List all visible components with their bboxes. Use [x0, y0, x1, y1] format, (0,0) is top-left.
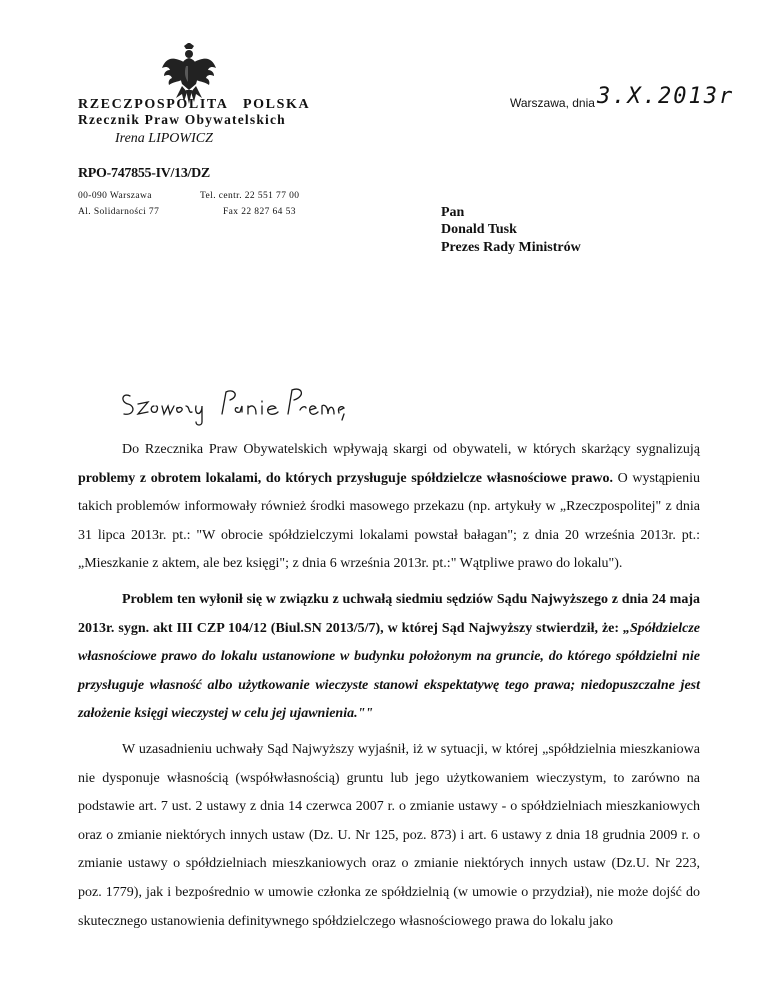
handwritten-date: 3.X.2013r	[597, 84, 735, 109]
ombudsman-name: Irena LIPOWICZ	[115, 131, 213, 146]
recipient-title: Prezes Rady Ministrów	[441, 240, 581, 255]
paragraph-1-emphasis: problemy z obrotem lokalami, do których przysługuje spółdzielcze własnościowe prawo.	[78, 470, 613, 486]
recipient-name: Donald Tusk	[441, 222, 517, 237]
reference-number: RPO-747855-IV/13/DZ	[78, 166, 210, 181]
handwritten-greeting	[118, 380, 348, 428]
paragraph-1-continuation: O wystąpieniu takich problemów informowały również środki masowego przekazu (np. artykuły w „Rzeczpospolitej" z dnia 31 lipca 2013r. pt.: "W obrocie spółdzielczymi lokalami powstał bałagan"; z dnia 20 września 2013r. pt.: „Mieszkanie z aktem, ale bez księgi"; z dnia 6 września 2013r. pt.:" Wątpliwe prawo do lokalu").	[78, 470, 701, 572]
paragraph-1	[78, 436, 700, 579]
address-line-1: 00-090 Warszawa	[78, 191, 152, 201]
paragraph-2-quote: „Spółdzielcze własnościowe prawo do lokalu ustanowione w budynku położonym na gruncie, do którego spółdzielni nie przysługuje własność albo użytkowanie wieczyste stanowi ekspektatywę tego prawa; niedopuszczalne jest założenie księgi wieczystej w celu jej ujawnienia.""	[78, 620, 700, 722]
place-date-label: Warszawa, dnia	[510, 96, 595, 110]
paragraph-3: W uzasadnieniu uchwały Sąd Najwyższy wyjaśnił, iż w sytuacji, w której „spółdzielnia mieszkaniowa nie dysponuje własnością (współwłasnością) gruntu lub jego użytkowaniem wieczystym, to zarówno na podstawie art. 7 ust. 2 ustawy z dnia 14 czerwca 2007 r. o zmianie ustawy - o spółdzielniach mieszkaniowych oraz o zmianie niektórych innych ustaw (Dz. U. Nr 125, poz. 873) i art. 6 ustawy z dnia 18 grudnia 2009 r. o zmianie ustawy o spółdzielniach mieszkaniowych oraz o zmianie niektórych innych ustaw (Dz.U. Nr 223, poz. 1779), jak i bezpośrednio w umowie członka ze spółdzielnią (w umowie o przydział), nie może dojść do skutecznego ustanowienia definitywnego spółdzielczego własnościowego prawa do lokalu jako	[78, 741, 700, 929]
address-line-2: Al. Solidarności 77	[78, 207, 160, 217]
paragraph-2-emphasis: Problem ten wyłonił się w związku z uchwałą siedmiu sędziów Sądu Najwyższego z dnia 24 maja 2013r. sygn. akt III CZP 104/12 (Biul.SN 2013/5/7), w której Sąd Najwyższy stwierdził, że:	[78, 591, 700, 636]
office-name: Rzecznik Praw Obywatelskich	[78, 112, 286, 127]
paragraph-1-text: Do Rzecznika Praw Obywatelskich wpływają skargi od obywateli, w których skarżący sygnalizują	[122, 442, 700, 457]
recipient-salutation: Pan	[441, 205, 465, 220]
institution-name: RZECZPOSPOLITA POLSKA	[78, 97, 311, 112]
letter-body	[78, 436, 700, 936]
paragraph-2	[78, 586, 700, 729]
fax-number: Fax 22 827 64 53	[223, 207, 296, 217]
phone-number: Tel. centr. 22 551 77 00	[200, 191, 300, 201]
